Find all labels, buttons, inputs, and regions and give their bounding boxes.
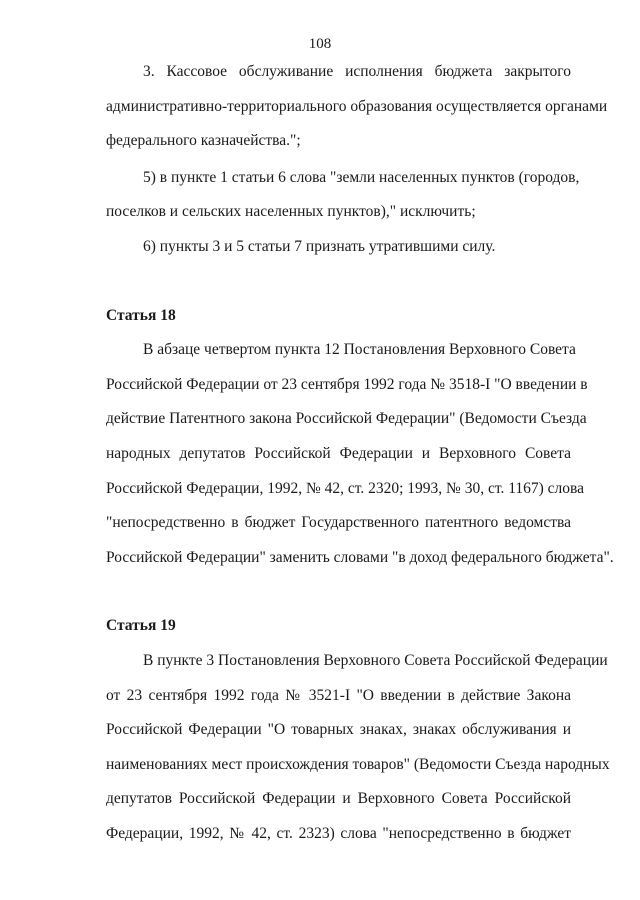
- paragraph: [69, 161, 580, 230]
- article-heading: Статья 19: [106, 617, 176, 635]
- article-heading: Статья 18: [106, 306, 176, 324]
- text-line: федерального казначейства.";: [106, 132, 301, 150]
- text-line: Российской Федерации от 23 сентября 1992 года № 3518-I "О введении в: [106, 375, 588, 393]
- text-line: от 23 сентября 1992 года № 3521-I "О введении в действие Закона: [106, 686, 571, 704]
- text-line: 6) пункты 3 и 5 статьи 7 признать утратившими силу.: [143, 237, 496, 255]
- paragraph: [69, 333, 614, 575]
- paragraph: [69, 55, 608, 159]
- document-body: [69, 55, 614, 851]
- paragraph: [69, 644, 610, 852]
- text-line: "непосредственно в бюджет Государственного патентного ведомства: [106, 514, 571, 532]
- text-line: Федерации, 1992, № 42, ст. 2323) слова "непосредственно в бюджет: [106, 824, 571, 842]
- text-line: действие Патентного закона Российской Федерации" (Ведомости Съезда: [106, 410, 587, 428]
- text-line: народных депутатов Российской Федерации и Верховного Совета: [106, 444, 571, 462]
- text-line: 5) в пункте 1 статьи 6 слова "земли населенных пунктов (городов,: [143, 168, 580, 186]
- text-line: административно-территориального образования осуществляется органами: [106, 97, 608, 115]
- text-line: Российской Федерации "О товарных знаках, знаках обслуживания и: [106, 721, 571, 739]
- text-line: Российской Федерации" заменить словами "в доход федерального бюджета".: [106, 548, 614, 566]
- text-line: наименованиях мест происхождения товаров" (Ведомости Съезда народных: [106, 755, 610, 773]
- text-line: поселков и сельских населенных пунктов)," исключить;: [106, 203, 476, 221]
- paragraph: [69, 230, 571, 265]
- text-line: В абзаце четвертом пункта 12 Постановления Верховного Совета: [143, 341, 576, 359]
- text-line: В пункте 3 Постановления Верховного Совета Российской Федерации: [143, 651, 608, 669]
- text-line: Российской Федерации, 1992, № 42, ст. 2320; 1993, № 30, ст. 1167) слова: [106, 479, 585, 497]
- page-number: 108: [308, 36, 332, 52]
- text-line: 3. Кассовое обслуживание исполнения бюджета закрытого: [143, 63, 571, 80]
- text-line: депутатов Российской Федерации и Верховного Совета Российской: [106, 790, 571, 808]
